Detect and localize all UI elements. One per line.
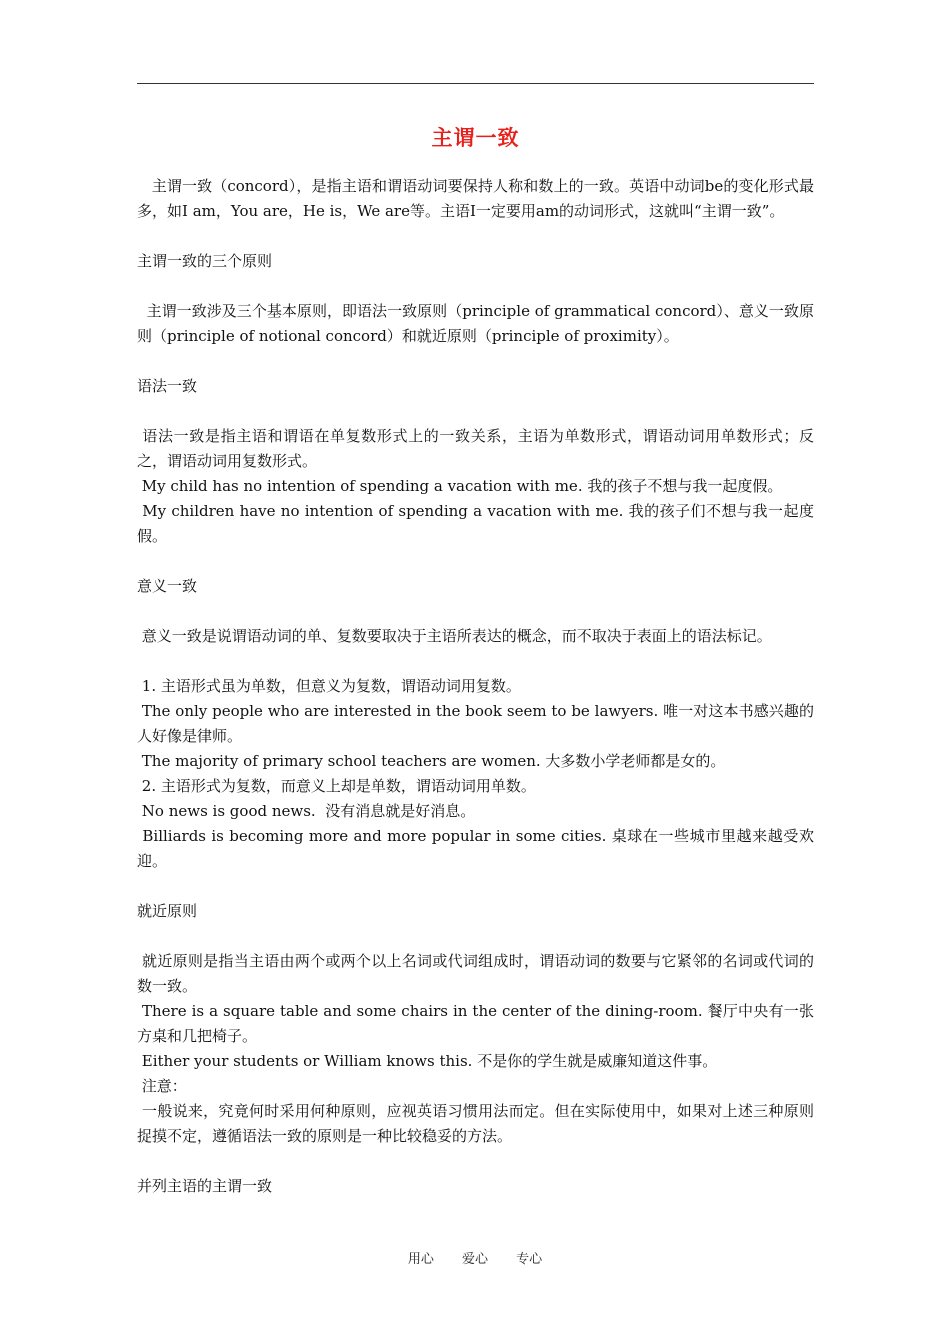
footer-text: 爱心 (461, 1252, 488, 1267)
note-paragraph: 一般说来，究竟何时采用何种原则，应视英语习惯用法而定。但在实际使用中，如果对上述三种原则捉摸不定，遵循语法一致的原则是一种比较稳妥的方法。 (137, 1102, 814, 1145)
footer-text: 用心 (407, 1252, 434, 1267)
example-sentence: Either your students or William knows this. 不是你的学生就是威廉知道这件事。 (137, 1052, 718, 1070)
section-heading: 并列主语的主谓一致 (137, 1177, 273, 1195)
note-label: 注意： (137, 1077, 187, 1095)
paragraph: 就近原则是指当主语由两个或两个以上名词或代词组成时，谓语动词的数要与它紧邻的名词或代词的数一致。 (137, 952, 814, 995)
example-sentence: There is a square table and some chairs in the center of the dining-room. 餐厅中央有一张方桌和几把椅子。 (137, 1002, 814, 1045)
page-footer (0, 1248, 950, 1267)
section-heading: 语法一致 (137, 377, 198, 395)
paragraph: 主谓一致涉及三个基本原则，即语法一致原则（principle of grammatical concord）、意义一致原则（principle of notional concord）和就近原则（principle of proximity）。 (137, 302, 814, 345)
header-rule (137, 83, 814, 84)
intro-paragraph: 主谓一致（concord），是指主语和谓语动词要保持人称和数上的一致。英语中动词be的变化形式最多，如I am，You are，He is，We are等。主语I一定要用am的动词形式，这就叫“主谓一致”。 (137, 177, 814, 220)
section-heading: 就近原则 (137, 902, 198, 920)
example-sentence: My children have no intention of spending a vacation with me. 我的孩子们不想与我一起度假。 (137, 502, 814, 545)
example-sentence: Billiards is becoming more and more popular in some cities. 桌球在一些城市里越来越受欢迎。 (137, 827, 814, 870)
footer-text: 专心 (516, 1252, 543, 1267)
section-heading: 主谓一致的三个原则 (137, 252, 273, 270)
example-sentence: The majority of primary school teachers are women. 大多数小学老师都是女的。 (137, 752, 726, 770)
example-sentence: No news is good news. 没有消息就是好消息。 (137, 802, 476, 820)
rule-item: 1. 主语形式虽为单数，但意义为复数，谓语动词用复数。 (137, 677, 521, 695)
document-body (137, 174, 814, 1199)
example-sentence: The only people who are interested in the book seem to be lawyers. 唯一对这本书感兴趣的人好像是律师。 (137, 702, 814, 745)
section-heading: 意义一致 (137, 577, 198, 595)
paragraph: 意义一致是说谓语动词的单、复数要取决于主语所表达的概念，而不取决于表面上的语法标记。 (137, 627, 772, 645)
page-title: 主谓一致 (431, 125, 520, 150)
paragraph: 语法一致是指主语和谓语在单复数形式上的一致关系，主语为单数形式，谓语动词用单数形式；反之，谓语动词用复数形式。 (137, 427, 814, 470)
rule-item: 2. 主语形式为复数，而意义上却是单数，谓语动词用单数。 (137, 777, 536, 795)
example-sentence: My child has no intention of spending a vacation with me. 我的孩子不想与我一起度假。 (137, 477, 783, 495)
